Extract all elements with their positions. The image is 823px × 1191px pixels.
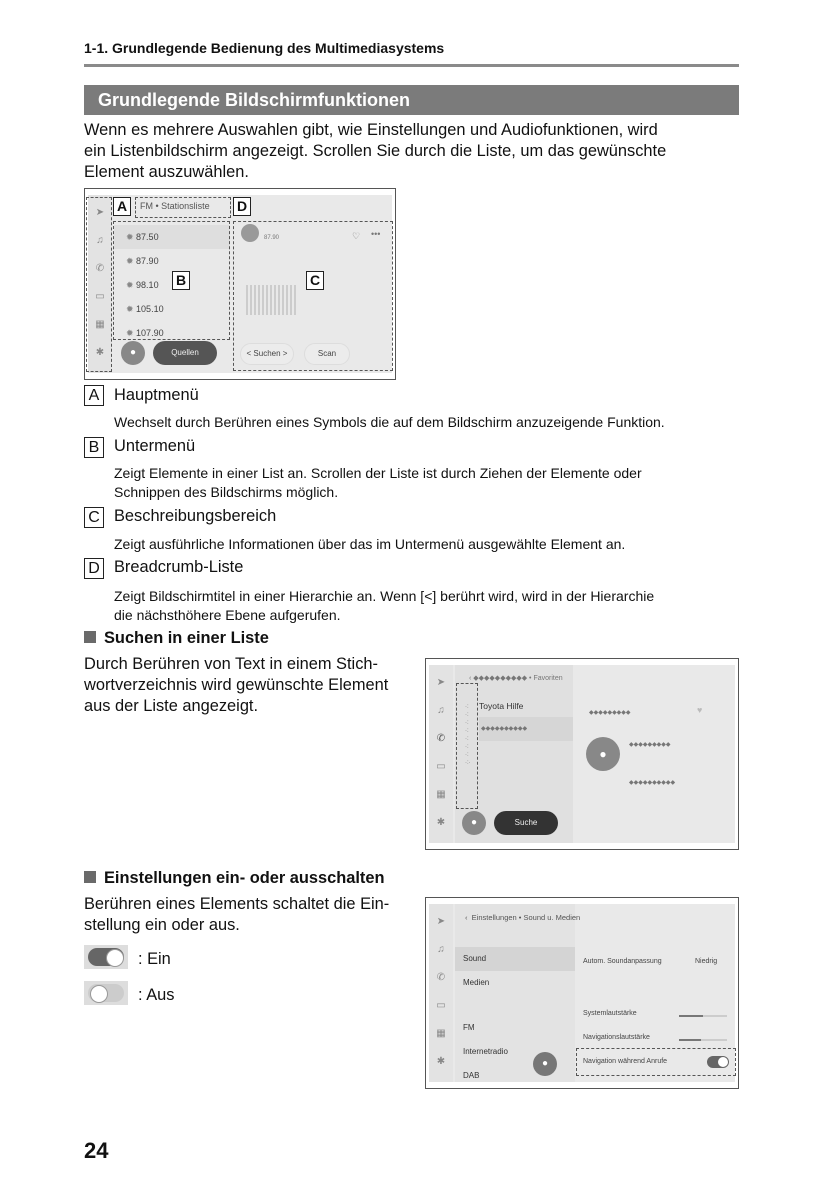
station-frequency: 105.10 (136, 304, 164, 314)
breadcrumb: ‹ Einstellungen • Sound u. Medien (465, 913, 581, 922)
settings-icon: ✱ (95, 347, 105, 358)
radio-screenshot (84, 188, 396, 380)
text-line: Durch Berühren von Text in einem Stich- (84, 655, 378, 673)
text-line: ein Listenbildschirm angezeigt. Scrollen Sie durch die Liste, um das gewünschte (84, 142, 667, 160)
section-banner: Grundlegende Bildschirmfunktionen (84, 85, 739, 115)
system-volume-slider[interactable] (679, 1015, 727, 1017)
car-icon: ▭ (436, 761, 446, 772)
list-item-medien[interactable]: Medien (463, 978, 490, 987)
text-line: Wechselt durch Berühren eines Symbols die auf dem Bildschirm anzuzeigende Funktion. (114, 414, 665, 430)
voice-button[interactable]: ● (533, 1052, 557, 1076)
contact-number: ◆◆◆◆◆◆◆◆◆ (629, 742, 671, 748)
toggle-paragraph (84, 894, 389, 936)
scan-button[interactable]: Scan (304, 343, 350, 365)
nav-volume-label: Navigationslautstärke (583, 1034, 650, 1041)
music-icon: ♫ (437, 705, 445, 716)
callout-a-area (86, 197, 112, 372)
on-label: : Ein (138, 950, 171, 968)
radio-icon: ✹ (126, 280, 137, 290)
phone-icon: ✆ (95, 263, 105, 274)
text-line: Schnippen des Bildschirms möglich. (114, 484, 339, 500)
heart-icon[interactable]: ♥ (697, 705, 703, 715)
toggle-off-example (84, 981, 128, 1005)
radio-icon: ✹ (126, 328, 137, 338)
label-d: D (233, 197, 251, 216)
nav-volume-slider[interactable] (679, 1039, 727, 1041)
legend-title-a: Hauptmenü (114, 386, 199, 404)
subsection-heading (84, 869, 385, 888)
legend-desc-c (114, 535, 739, 554)
apps-icon: ▦ (436, 1028, 446, 1039)
text-line: aus der Liste angezeigt. (84, 697, 259, 715)
off-label: : Aus (138, 986, 175, 1004)
settings-icon: ✱ (436, 1056, 446, 1067)
search-button[interactable]: Suche (494, 811, 558, 835)
heart-icon[interactable]: ♡ (352, 231, 361, 241)
text-line: Element auszuwählen. (84, 163, 249, 181)
legend-key-d: D (84, 558, 104, 579)
phone-screenshot (425, 658, 739, 850)
page-number: 24 (84, 1138, 109, 1163)
breadcrumb-text: Einstellungen • Sound u. Medien (471, 913, 581, 922)
legend-title-b: Untermenü (114, 437, 196, 455)
legend-key-b: B (84, 437, 104, 458)
music-icon: ♫ (437, 944, 445, 955)
search-paragraph (84, 654, 388, 717)
contact-name: ◆◆◆◆◆◆◆◆◆ (589, 710, 631, 716)
callout-d-area (135, 197, 231, 218)
legend-desc-d (114, 587, 739, 625)
label-b: B (172, 271, 190, 290)
station-frequency: 98.10 (136, 280, 159, 290)
phone-icon: ✆ (436, 733, 446, 744)
legend-key-c: C (84, 507, 104, 528)
main-menu-rail (429, 665, 453, 843)
header-divider (84, 64, 739, 67)
callout-toggle-area (576, 1048, 736, 1076)
settings-screenshot (425, 897, 739, 1089)
radio-icon: ✹ (126, 256, 137, 266)
legend-key-a: A (84, 385, 104, 406)
chapter-heading: 1-1. Grundlegende Bedienung des Multimediasystems (84, 40, 445, 56)
main-menu-rail (429, 904, 453, 1082)
music-icon: ♫ (96, 235, 104, 246)
text-line: stellung ein oder aus. (84, 916, 240, 934)
text-line: die nächsthöhere Ebene aufgerufen. (114, 607, 341, 623)
car-icon: ▭ (95, 291, 105, 302)
text-line: Zeigt Elemente in einer List an. Scrollen der Liste ist durch Ziehen der Elemente oder (114, 465, 642, 481)
auto-sound-value[interactable]: Niedrig (695, 958, 718, 965)
list-item-fm[interactable]: FM (463, 1023, 475, 1032)
callout-index-area (456, 683, 478, 809)
toggle-on-example (84, 945, 128, 969)
station-frequency: 87.50 (136, 232, 159, 242)
nav-during-calls-label: Navigation während Anrufe (583, 1058, 668, 1065)
settings-icon: ✱ (436, 817, 446, 828)
contact-number: ◆◆◆◆◆◆◆◆◆◆ (629, 780, 676, 786)
phone-icon: ✆ (436, 972, 446, 983)
radio-icon: ✹ (126, 232, 137, 242)
text-line: Berühren eines Elements schaltet die Ein- (84, 895, 390, 913)
voice-button[interactable]: ● (462, 811, 486, 835)
text-line: Wenn es mehrere Auswahlen gibt, wie Einstellungen und Audiofunktionen, wird (84, 121, 658, 139)
station-frequency: 87.90 (136, 256, 159, 266)
station-frequency: 107.90 (136, 328, 164, 338)
label-a: A (113, 197, 131, 216)
apps-icon: ▦ (436, 789, 446, 800)
list-item-internetradio[interactable]: Internetradio (463, 1047, 508, 1056)
breadcrumb-current: Favoriten (533, 675, 563, 682)
list-item[interactable]: Toyota Hilfe (479, 701, 524, 711)
legend-title-c: Beschreibungsbereich (114, 507, 277, 525)
contact-avatar-icon: ● (586, 737, 620, 771)
navigation-icon: ➤ (436, 677, 446, 688)
auto-sound-setting[interactable]: Autom. Soundanpassung (583, 958, 662, 965)
intro-paragraph (84, 120, 666, 183)
heading-text: Suchen in einer Liste (104, 629, 269, 647)
navigation-icon: ➤ (436, 916, 446, 927)
suchen-button[interactable]: < Suchen > (240, 343, 294, 365)
more-icon[interactable]: ••• (371, 229, 381, 239)
voice-button[interactable]: ● (121, 341, 145, 365)
text-line: Zeigt ausführliche Informationen über das im Untermenü ausgewählte Element an. (114, 536, 626, 552)
car-icon: ▭ (436, 1000, 446, 1011)
text-line: wortverzeichnis wird gewünschte Element (84, 676, 389, 694)
list-item-sound[interactable]: Sound (463, 954, 487, 963)
selected-frequency: 87.90 (264, 235, 280, 241)
square-bullet-icon (84, 871, 96, 883)
text-line: Zeigt Bildschirmtitel in einer Hierarchie an. Wenn [<] berührt wird, wird in der Hierarchie (114, 588, 655, 604)
system-volume-label: Systemlautstärke (583, 1010, 637, 1017)
subsection-heading (84, 629, 269, 648)
heading-text: Einstellungen ein- oder ausschalten (104, 869, 385, 887)
callout-c-area (233, 221, 393, 371)
legend-desc-a (114, 413, 739, 432)
list-item[interactable]: ◆◆◆◆◆◆◆◆◆◆ (479, 717, 573, 741)
square-bullet-icon (84, 631, 96, 643)
navigation-icon: ➤ (95, 207, 105, 218)
label-c: C (306, 271, 324, 290)
list-item-dab[interactable]: DAB (463, 1071, 480, 1080)
breadcrumb: ‹ ◆◆◆◆◆◆◆◆◆◆ • Favoriten (469, 675, 563, 682)
radio-icon: ✹ (126, 304, 137, 314)
index-bar[interactable]: ·:·:·:·:·:·:·:·:· (465, 704, 471, 766)
breadcrumb: FM • Stationsliste (140, 201, 210, 211)
legend-desc-b (114, 464, 739, 502)
legend-title-d: Breadcrumb-Liste (114, 558, 244, 576)
quellen-button[interactable]: Quellen (153, 341, 217, 365)
apps-icon: ▦ (95, 319, 105, 330)
